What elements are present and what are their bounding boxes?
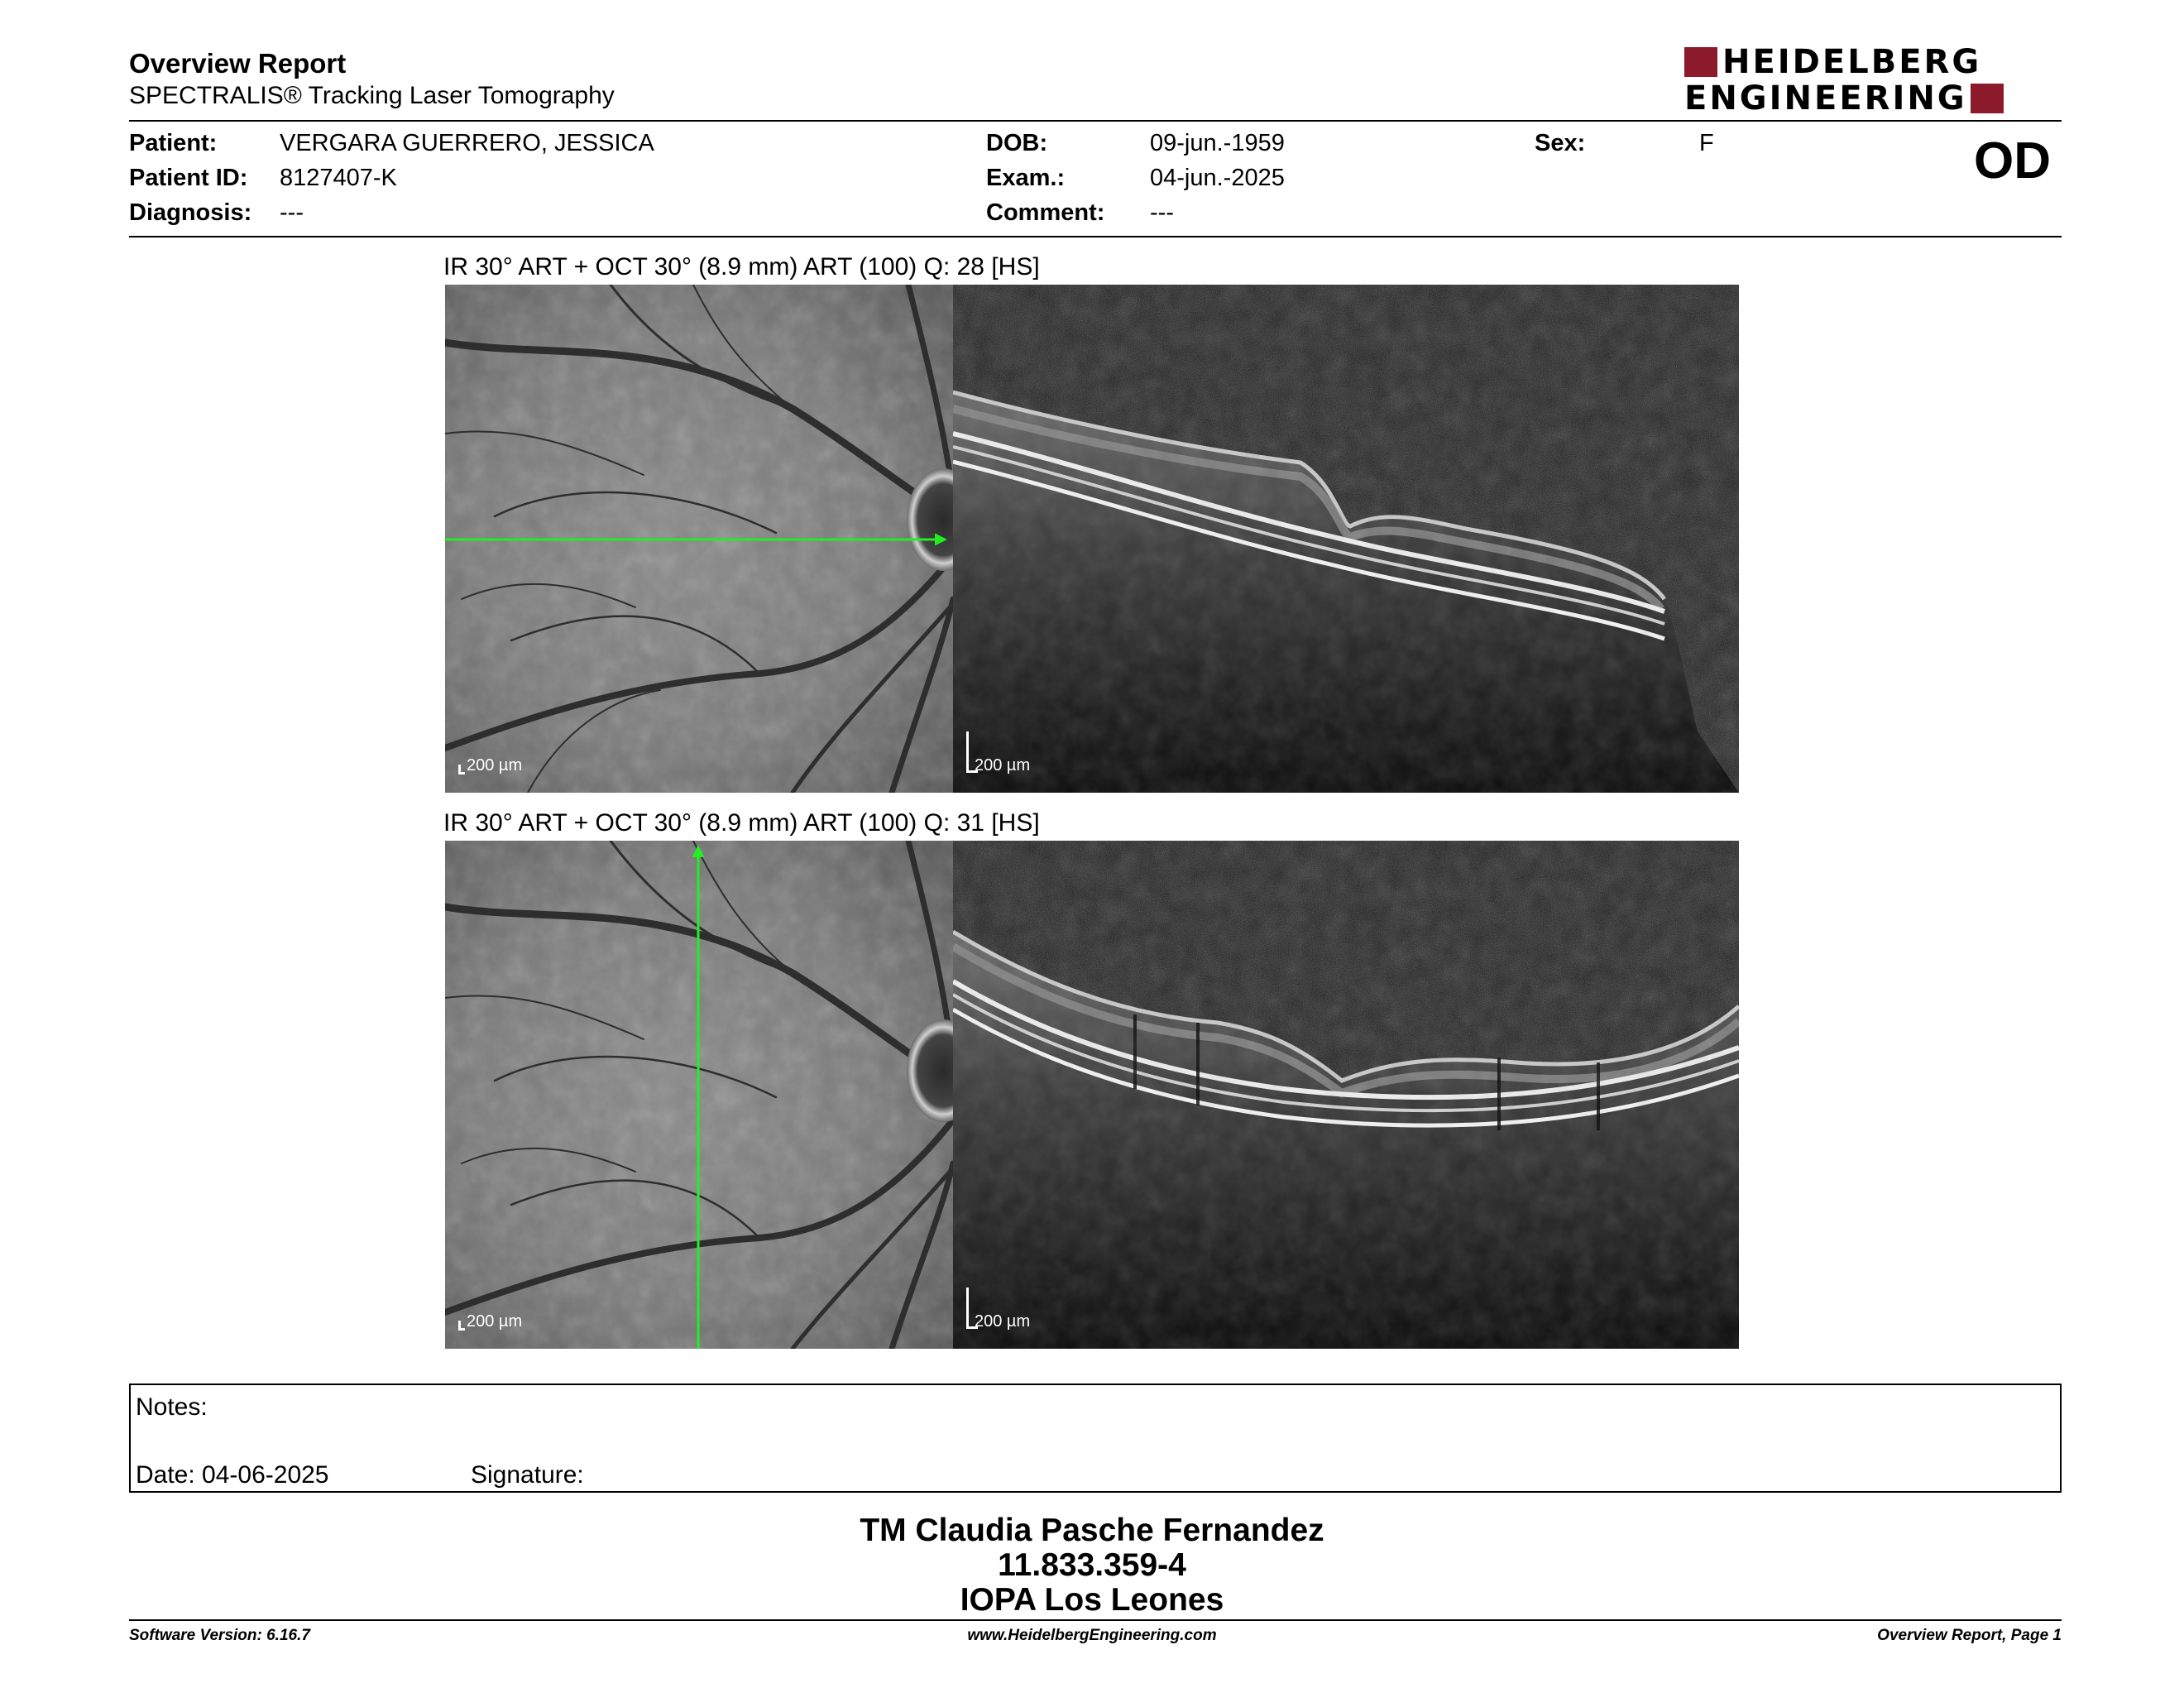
scale-bar-icon xyxy=(458,765,465,774)
exam-value: 04-jun.-2025 xyxy=(1150,165,1285,191)
notes-box[interactable] xyxy=(129,1383,2062,1493)
software-version: Software Version: 6.16.7 xyxy=(129,1627,310,1644)
scale-label: 200 µm xyxy=(975,756,1031,774)
patient-id-label: Patient ID: xyxy=(129,165,248,191)
eye-indicator: OD xyxy=(1974,132,2051,189)
scale-label: 200 µm xyxy=(975,1312,1031,1331)
patient-divider xyxy=(129,236,2062,237)
sex-label: Sex: xyxy=(1535,130,1586,156)
notes-label: Notes: xyxy=(136,1393,208,1421)
footer-divider xyxy=(129,1619,2062,1621)
patient-name: VERGARA GUERRERO, JESSICA xyxy=(280,130,654,156)
heidelberg-logo xyxy=(1684,43,2062,117)
signature-label: Signature: xyxy=(471,1461,584,1489)
signatory-name: TM Claudia Pasche Fernandez xyxy=(860,1513,1324,1548)
logo-text-line1: HEIDELBERG xyxy=(1722,43,1982,81)
scan-2-oct-image[interactable] xyxy=(953,841,1739,1349)
diagnosis-label: Diagnosis: xyxy=(129,199,252,226)
scan-1-title: IR 30° ART + OCT 30° (8.9 mm) ART (100) Q: 28 [HS] xyxy=(443,253,1040,281)
scan-1-fundus-image[interactable] xyxy=(445,285,953,793)
logo-square-bottom xyxy=(1971,84,2004,113)
signatory-institution: IOPA Los Leones xyxy=(960,1582,1224,1618)
dob-value: 09-jun.-1959 xyxy=(1150,130,1285,156)
date-label: Date: 04-06-2025 xyxy=(136,1461,329,1489)
scan-2-title: IR 30° ART + OCT 30° (8.9 mm) ART (100) Q: 31 [HS] xyxy=(443,809,1040,837)
patient-label: Patient: xyxy=(129,130,218,156)
website-link[interactable]: www.HeidelbergEngineering.com xyxy=(967,1627,1217,1644)
scale-bar-icon xyxy=(458,1321,465,1331)
scale-label: 200 µm xyxy=(467,756,523,774)
scale-label: 200 µm xyxy=(467,1312,523,1331)
comment-label: Comment: xyxy=(986,199,1105,226)
scan-1-oct-image[interactable] xyxy=(953,285,1739,793)
report-title: Overview Report xyxy=(129,48,347,79)
patient-id: 8127407-K xyxy=(280,165,397,191)
report-subtitle: SPECTRALIS® Tracking Laser Tomography xyxy=(129,82,615,109)
signatory-rut: 11.833.359-4 xyxy=(998,1547,1186,1583)
diagnosis-value: --- xyxy=(280,199,304,226)
page-indicator: Overview Report, Page 1 xyxy=(1877,1627,2062,1644)
logo-text-line2: ENGINEERING xyxy=(1684,79,1967,117)
scan-2-fundus-image[interactable] xyxy=(445,841,953,1349)
comment-value: --- xyxy=(1150,199,1174,226)
dob-label: DOB: xyxy=(986,130,1048,156)
header-divider xyxy=(129,120,2062,122)
logo-square-top xyxy=(1684,47,1717,77)
sex-value: F xyxy=(1699,130,1714,156)
exam-label: Exam.: xyxy=(986,165,1066,191)
